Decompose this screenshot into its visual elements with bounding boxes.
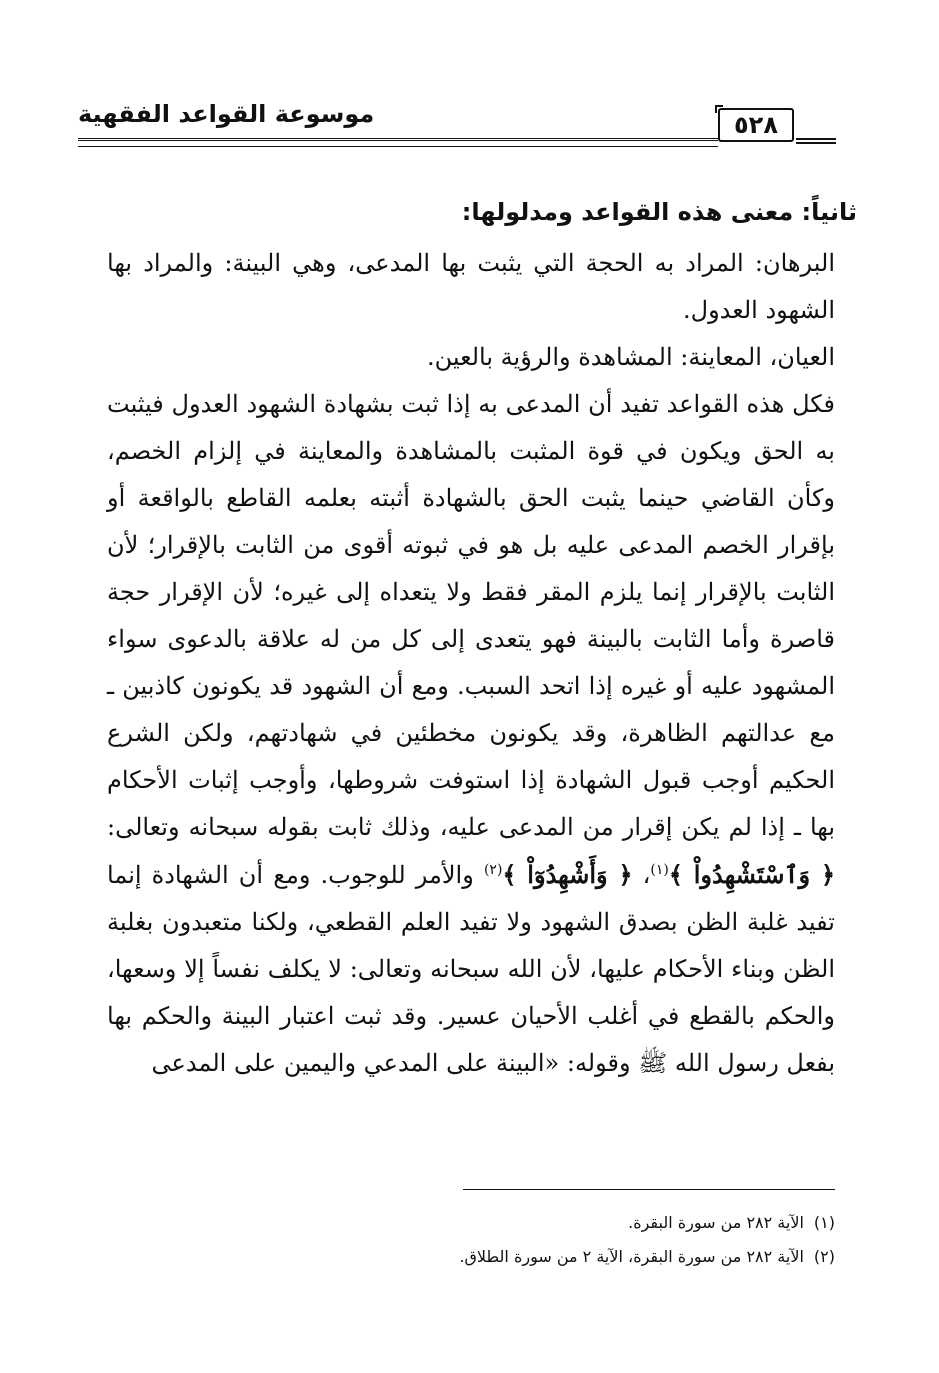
book-title: موسوعة القواعد الفقهية bbox=[78, 100, 375, 128]
footnote bbox=[107, 1206, 835, 1240]
paragraph-iyan: العيان، المعاينة: المشاهدة والرؤية بالعين. bbox=[427, 343, 835, 371]
footnotes bbox=[107, 1206, 835, 1274]
footnote bbox=[107, 1240, 835, 1274]
footnote-number: (١) bbox=[813, 1213, 835, 1232]
page-number: ٥٢٨ bbox=[718, 108, 794, 142]
footnote-divider bbox=[463, 1189, 835, 1190]
footnote-number: (٢) bbox=[813, 1247, 835, 1266]
paragraph-burhan: البرهان: المراد به الحجة التي يثبت بها المدعى، وهي البينة: والمراد بها الشهود العدول. bbox=[107, 249, 835, 324]
quran-verse: ﴿ وَٱسْتَشْهِدُواْ ﴾ bbox=[668, 860, 836, 889]
main-text bbox=[107, 188, 857, 1087]
header-rule-thin bbox=[78, 146, 718, 147]
footnote-ref: (٢) bbox=[483, 862, 503, 878]
paragraph-explanation bbox=[107, 381, 835, 1087]
quran-verse: ﴿ وَأَشْهِدُوٓاْ ﴾ bbox=[502, 860, 633, 889]
footnote-ref: (١) bbox=[650, 862, 669, 878]
section-heading: ثانياً: معنى هذه القواعد ومدلولها: bbox=[461, 198, 857, 226]
footnote-text: الآية ٢٨٢ من سورة البقرة، الآية ٢ من سورة الطلاق. bbox=[459, 1247, 804, 1266]
footnote-text: الآية ٢٨٢ من سورة البقرة. bbox=[628, 1213, 804, 1232]
running-header bbox=[78, 96, 838, 156]
paragraph-text: فكل هذه القواعد تفيد أن المدعى به إذا ثبت بشهادة الشهود العدول فيثبت به الحق ويكون في قوة المثبت بالمشاهدة والمعاينة في إلزام الخصم، وكأن القاضي حينما يثبت الحق بالشهادة أثبته بعلمه القاطع بالواقعة أو بإقرار الخصم المدعى عليه بل هو في ثبوته أقوى من الثابت بالإقرار؛ لأن الثابت بالإقرار إنما يلزم المقر فقط ولا يتعداه إلى غيره؛ لأن الإقرار حجة قاصرة وأما الثابت بالبينة فهو يتعدى إلى كل من له علاقة بالدعوى سواء المشهود عليه أو غيره إذا اتحد السبب. ومع أن الشهود قد يكونون كاذبين ـ مع عدالتهم الظاهرة، وقد يكونون مخطئين في شهادتهم، ولكن الشرع الحكيم أوجب قبول الشهادة إذا استوفت شروطها، وأوجب إثبات الأحكام بها ـ إذا لم يكن إقرار من المدعى عليه، وذلك ثابت بقوله سبحانه وتعالى: bbox=[107, 390, 835, 841]
paragraph-text: والأمر للوجوب. ومع أن الشهادة إنما تفيد غلبة الظن بصدق الشهود ولا تفيد العلم القطعي، ولكنا متعبدون بغلبة الظن وبناء الأحكام عليها، لأن الله سبحانه وتعالى: لا يكلف نفساً إلا وسعها، والحكم بالقطع في أغلب الأحيان عسير. وقد ثبت اعتبار البينة والحكم بها بفعل رسول الله ﷺ وقوله: «البينة على المدعي واليمين على المدعى bbox=[107, 861, 835, 1077]
header-rule-ornament bbox=[796, 138, 836, 144]
header-rule bbox=[78, 138, 718, 141]
separator: ، bbox=[642, 861, 651, 889]
